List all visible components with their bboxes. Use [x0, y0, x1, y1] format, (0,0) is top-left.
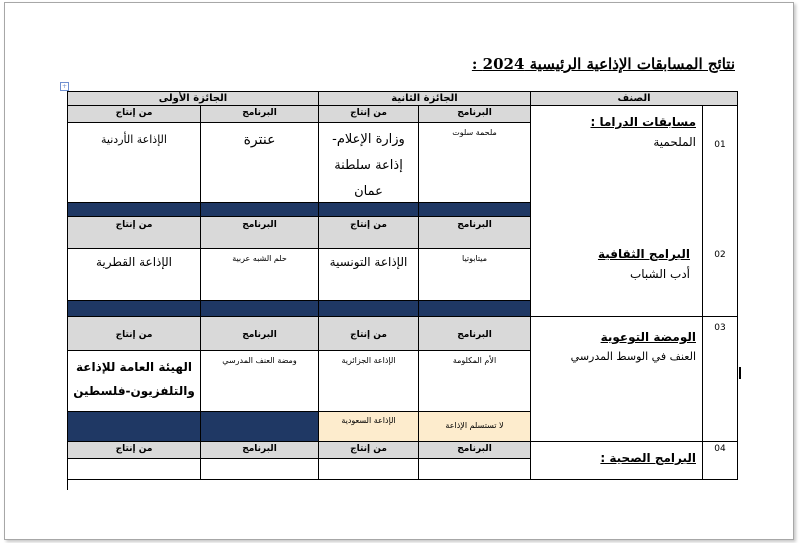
row-number: 02 — [714, 250, 726, 260]
row-number: 04 — [714, 444, 726, 454]
divider-bar — [201, 301, 319, 317]
divider-bar — [419, 203, 531, 217]
tie-producer-03: الإذاعة السعودية — [319, 412, 419, 442]
header-first-prize: الجائزة الأولى — [68, 92, 319, 106]
first-program-01: عنترة — [201, 123, 319, 203]
subheader-first-program: البرنامج — [201, 217, 319, 249]
second-program-02: ميتابوتيا — [419, 249, 531, 301]
empty-cell — [201, 459, 319, 480]
second-program-01: ملحمة سلوت — [419, 123, 531, 203]
subheader-second-program: البرنامج — [419, 442, 531, 459]
table-anchor-icon[interactable]: + — [61, 83, 68, 90]
subcategory-youth-literature: أدب الشباب — [629, 267, 690, 281]
subcategory-epic: الملحمية — [653, 135, 696, 149]
second-producer-02: الإذاعة التونسية — [319, 249, 419, 301]
row-number: 01 — [714, 140, 726, 150]
subheader-second-producer: من إنتاج — [319, 106, 419, 123]
divider-bar — [68, 203, 201, 217]
text-cursor — [739, 367, 741, 379]
tie-program-03: لا تستسلم الإذاعة — [419, 412, 531, 442]
divider-bar — [68, 301, 201, 317]
second-program-03: الأم المكلومة — [419, 351, 531, 412]
divider-bar — [419, 301, 531, 317]
category-health: البرامج الصحية : — [600, 451, 696, 465]
row-number-cell-group-4 — [703, 442, 738, 480]
category-awareness: الومضة التوعوية — [600, 330, 696, 344]
divider-bar — [68, 412, 201, 442]
divider-bar — [201, 203, 319, 217]
divider-bar — [319, 203, 419, 217]
subheader-first-program: البرنامج — [201, 442, 319, 459]
subheader-second-program: البرنامج — [419, 317, 531, 351]
subheader-first-program: البرنامج — [201, 106, 319, 123]
subheader-first-producer: من إنتاج — [68, 106, 201, 123]
subheader-second-program: البرنامج — [419, 106, 531, 123]
second-producer-01: وزارة الإعلام-إذاعة سلطنة عمان — [319, 123, 419, 203]
subheader-first-producer: من إنتاج — [68, 217, 201, 249]
first-program-02: حلم الشبه عربية — [201, 249, 319, 301]
row-number-cell-group-3 — [703, 317, 738, 442]
document-page — [4, 2, 794, 540]
header-second-prize: الجائزة الثانية — [319, 92, 531, 106]
divider-bar — [201, 412, 319, 442]
category-cell-group-4 — [531, 442, 703, 480]
first-producer-02: الإذاعة القطرية — [68, 249, 201, 301]
divider-bar — [319, 301, 419, 317]
category-cell-group-1 — [531, 106, 703, 317]
subcategory-school-violence: العنف في الوسط المدرسي — [570, 350, 696, 363]
category-cultural: البرامج الثقافية — [597, 247, 690, 261]
row-number: 03 — [714, 323, 726, 333]
row-number-cell-group-1 — [703, 106, 738, 317]
subheader-first-producer: من إنتاج — [68, 442, 201, 459]
first-producer-03: الهيئة العامة للإذاعة والتلفزيون-فلسطين — [68, 351, 201, 412]
subheader-second-program: البرنامج — [419, 217, 531, 249]
empty-cell — [419, 459, 531, 480]
page-title: نتائج المسابقات الإذاعية الرئيسية 2024 : — [471, 55, 735, 73]
first-program-03: ومضة العنف المدرسي — [201, 351, 319, 412]
first-producer-01: الإذاعة الأردنية — [68, 123, 201, 203]
subheader-second-producer: من إنتاج — [319, 317, 419, 351]
subheader-second-producer: من إنتاج — [319, 217, 419, 249]
empty-cell — [319, 459, 419, 480]
subheader-first-program: البرنامج — [201, 317, 319, 351]
category-drama: مسابقات الدراما : — [590, 115, 696, 129]
subheader-first-producer: من إنتاج — [68, 317, 201, 351]
second-producer-03: الإذاعة الجزائرية — [319, 351, 419, 412]
results-table — [67, 91, 738, 490]
subheader-second-producer: من إنتاج — [319, 442, 419, 459]
empty-cell — [68, 459, 201, 480]
header-category: الصنف — [531, 92, 738, 106]
category-cell-group-3 — [531, 317, 703, 442]
